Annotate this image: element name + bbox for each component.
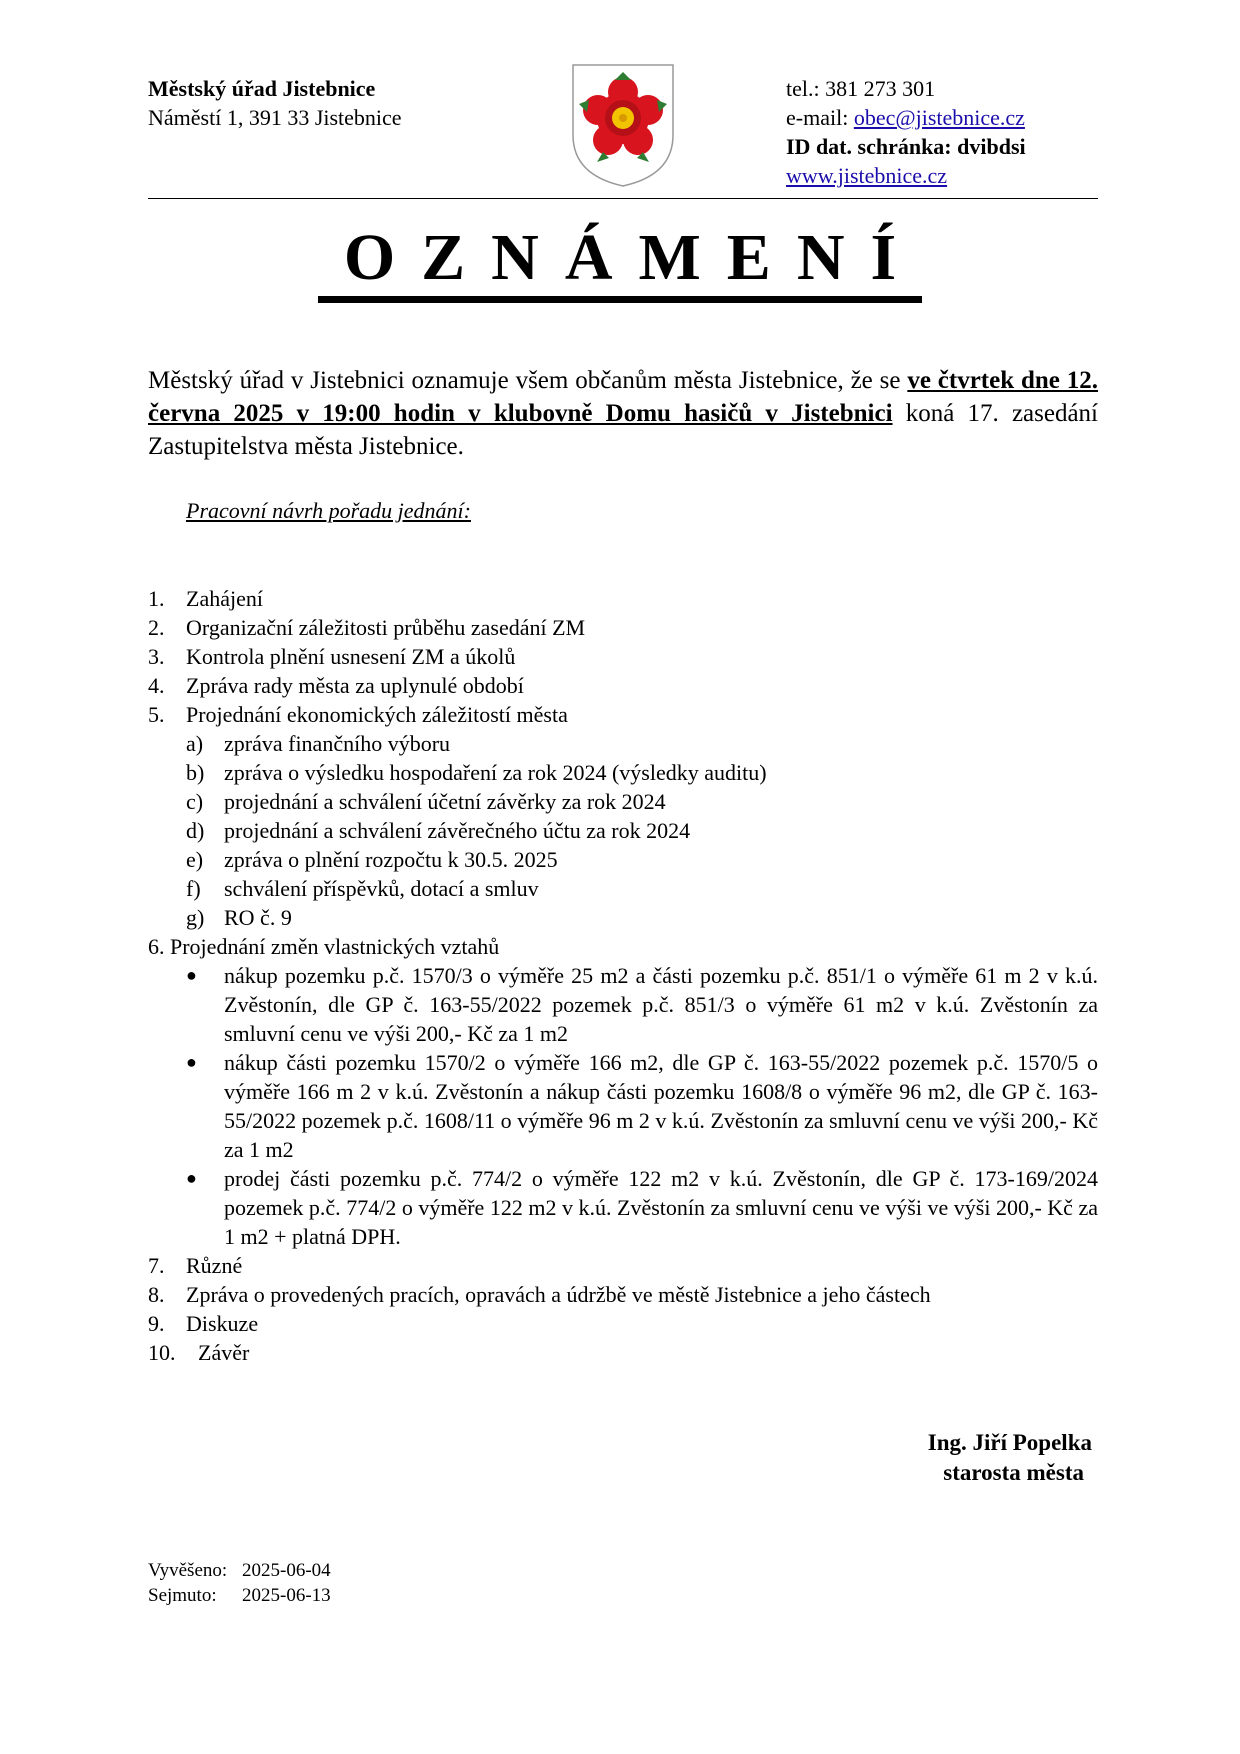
meeting-datetime-place: ve čtvrtek dne 12. června 2025 v 19:00 hodin v klubovně Domu hasičů v Jistebnici	[148, 367, 1099, 427]
list-item: 3. Kontrola plnění usnesení ZM a úkolů	[148, 644, 516, 669]
list-item: 9. Diskuze	[148, 1311, 259, 1336]
databox-id: ID dat. schránka: dvibdsi	[786, 134, 1026, 159]
removed-date: 2025-06-13	[242, 1585, 331, 1606]
sub-item: a) zpráva finančního výboru	[186, 731, 451, 756]
contact-block	[786, 74, 1026, 190]
list-item: 7. Různé	[148, 1253, 243, 1278]
list-item: 5. Projednání ekonomických záležitostí města	[148, 702, 568, 727]
intro-paragraph	[148, 364, 1098, 463]
posted-date: 2025-06-04	[242, 1560, 331, 1581]
office-block	[148, 74, 402, 132]
list-item: 2. Organizační záležitosti průběhu zasedání ZM	[148, 615, 586, 640]
office-name: Městský úřad Jistebnice	[148, 76, 376, 101]
signature-block	[928, 1428, 1092, 1488]
posted-label: Vyvěšeno:	[148, 1560, 228, 1581]
phone: tel.: 381 273 301	[786, 76, 936, 101]
signatory-role: starosta města	[943, 1460, 1084, 1485]
posting-dates	[148, 1558, 331, 1608]
sub-item: g) RO č. 9	[186, 905, 292, 930]
page-title: OZNÁMENÍ	[318, 222, 922, 303]
agenda-list	[148, 584, 1098, 1367]
sub-item: f) schválení příspěvků, dotací a smluv	[186, 876, 539, 901]
removed-label: Sejmuto:	[148, 1585, 217, 1606]
list-item: 8. Zpráva o provedených pracích, opravách a údržbě ve městě Jistebnice a jeho částech	[148, 1282, 931, 1307]
email-link[interactable]: obec@jistebnice.cz	[853, 105, 1025, 130]
signatory-name: Ing. Jiří Popelka	[927, 1430, 1092, 1455]
intro-text-1: Městský úřad v Jistebnici oznamuje všem občanům města Jistebnice, že se	[148, 367, 908, 394]
bullet-icon: ●	[186, 965, 197, 985]
bullet-item: ● nákup části pozemku 1570/2 o výměře 166 m2, dle GP č. 163-55/2022 pozemek p.č. 1570/5 o výměře 166 m 2 v k.ú. Zvěstonín a nákup části pozemku 1608/8 o výměře 96 m2, dle GP č. 163-55/2022 pozemek p.č. 1608/11 o výměře 96 m 2 v k.ú. Zvěstonín za smluvní cenu ve výši 200,- Kč za 1 m2	[186, 1050, 1098, 1162]
bullet-icon: ●	[186, 1168, 197, 1188]
bullet-icon: ●	[186, 1052, 197, 1072]
email-line	[786, 103, 1026, 132]
office-address: Náměstí 1, 391 33 Jistebnice	[148, 105, 402, 130]
email-label: e-mail:	[786, 105, 854, 130]
town-crest-rose-icon	[568, 60, 678, 190]
list-item: 6. Projednání změn vlastnických vztahů	[148, 934, 500, 959]
list-item: 10. Závěr	[148, 1340, 250, 1365]
sub-item: c) projednání a schválení účetní závěrky za rok 2024	[186, 789, 666, 814]
website-link[interactable]: www.jistebnice.cz	[786, 163, 948, 188]
list-item: 4. Zpráva rady města za uplynulé období	[148, 673, 524, 698]
sub-item: b) zpráva o výsledku hospodaření za rok 2024 (výsledky auditu)	[186, 760, 767, 785]
bullet-item: ● prodej části pozemku p.č. 774/2 o výměře 122 m2 v k.ú. Zvěstonín, dle GP č. 173-169/2024 pozemek p.č. 774/2 o výměře 122 m2 v k.ú. Zvěstonín za smluvní cenu ve výši ve výši 200,- Kč za 1 m2 + platná DPH.	[186, 1166, 1098, 1249]
sub-item: e) zpráva o plnění rozpočtu k 30.5. 2025	[186, 847, 558, 872]
header-divider	[148, 198, 1098, 199]
intro-text-2: koná 17. zasedání Zastupitelstva města Jistebnice.	[148, 400, 1098, 460]
bullet-item: ● nákup pozemku p.č. 1570/3 o výměře 25 m2 a části pozemku p.č. 851/1 o výměře 61 m 2 v k.ú. Zvěstonín, dle GP č. 163-55/2022 pozemek p.č. 851/3 o výměře 61 m2 v k.ú. Zvěstonín za smluvní cenu ve výši 200,- Kč za 1 m2	[186, 963, 1098, 1046]
list-item: 1. Zahájení	[148, 586, 263, 611]
sub-item: d) projednání a schválení závěrečného účtu za rok 2024	[186, 818, 691, 843]
agenda-heading: Pracovní návrh pořadu jednání:	[186, 498, 471, 523]
